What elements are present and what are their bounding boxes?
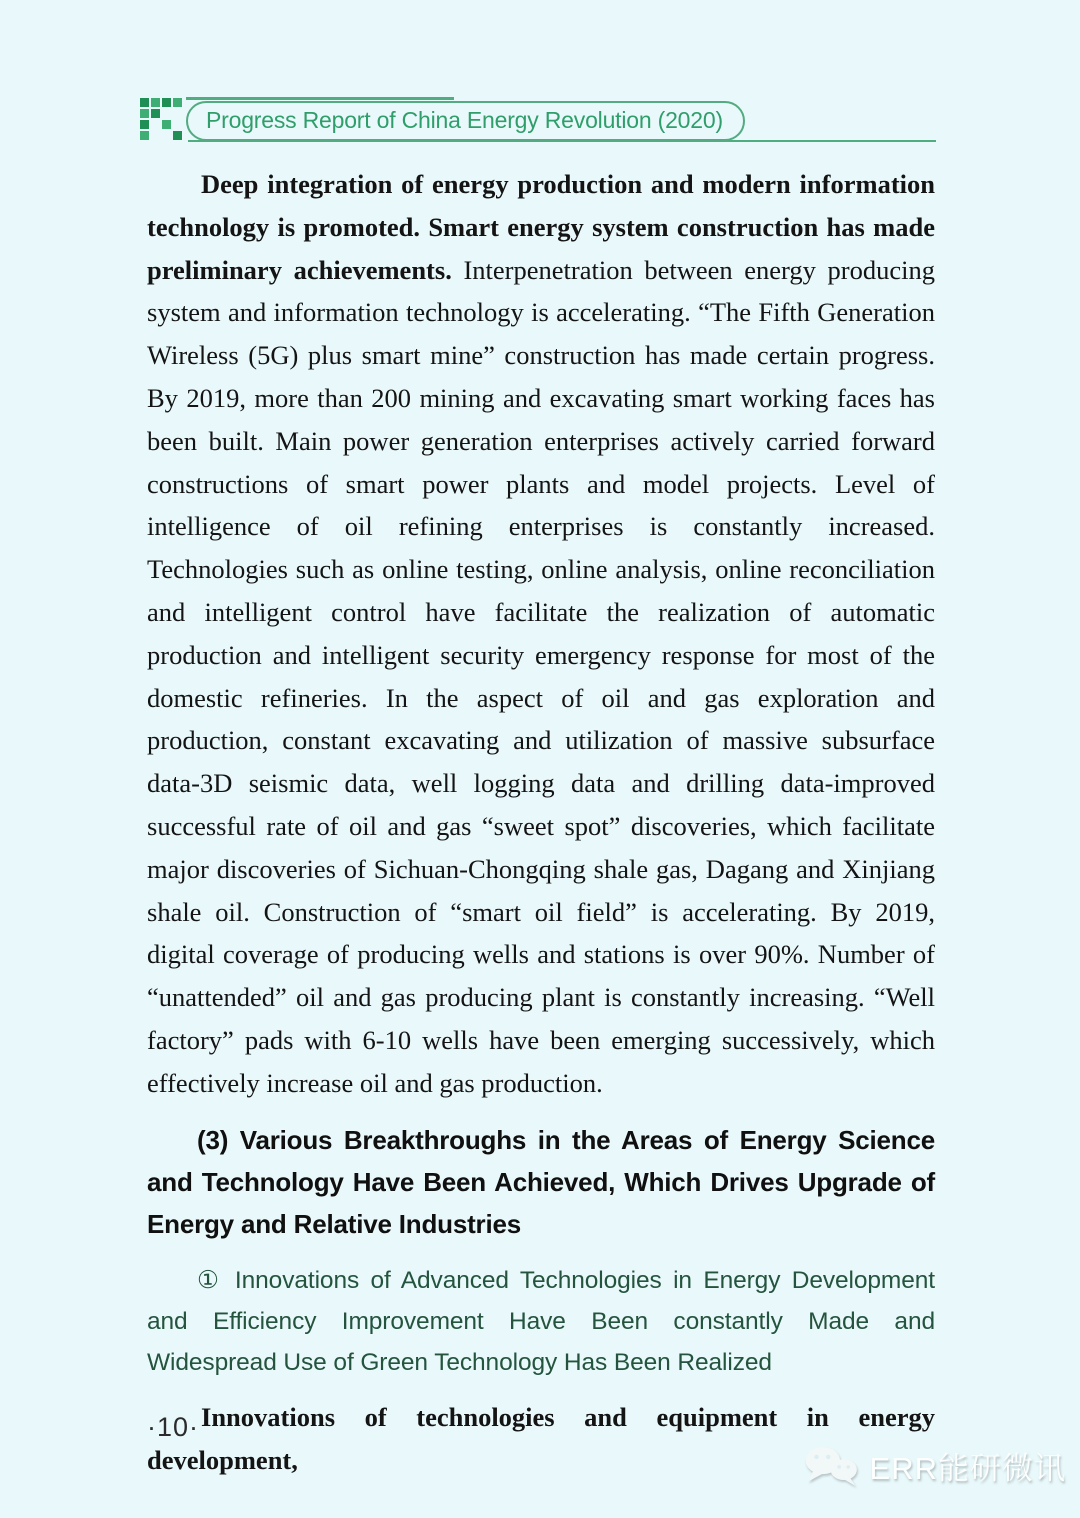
- header-accent-line-top: [186, 97, 454, 100]
- next-paragraph-lead: Innovations of technologies and equipment in energy development,: [147, 1401, 935, 1475]
- section-heading: (3) Various Breakthroughs in the Areas of Energy Science and Technology Have Been Achieved, Which Drives Upgrade of Energy and Relative Industries: [147, 1124, 935, 1239]
- watermark: [802, 1443, 1066, 1488]
- paragraph-body-text: Interpenetration between energy producing system and information technology is accelerating. “The Fifth Generation Wireless (5G) plus smart mine” construction has made certain progress. By 2019, more than 200 mining and excavating smart working faces has been built. Main power generation enterprises actively carried forward constructions of smart power plants and model projects. Level of intelligence of oil refining enterprises is constantly increased. Technologies such as online testing, online analysis, online reconciliation and intelligent control have facilitate the realization of automatic production and intelligent security emergency response for most of the domestic refineries. In the aspect of oil and gas exploration and production, constant excavating and utilization of massive subsurface data-3D seismic data, well logging data and drilling data-improved successful rate of oil and gas “sweet spot” discoveries, which facilitate major discoveries of Sichuan-Chongqing shale gas, Dagang and Xinjiang shale oil. Construction of “smart oil field” is accelerating. By 2019, digital coverage of producing wells and stations is over 90%. Number of “unattended” oil and gas producing plant is constantly increasing. “Well factory” pads with 6-10 wells have been emerging successively, which effectively increase oil and gas production.: [147, 254, 936, 1098]
- pixel-grid-logo-icon: [140, 98, 180, 142]
- page-content: [147, 163, 935, 1482]
- page-header: [140, 94, 940, 148]
- paragraph-lead-bold: Deep integration of energy production and modern information technology is promoted. Smart energy system construction has made preliminary achievements.: [147, 169, 935, 285]
- subsection-heading: ① Innovations of Advanced Technologies in Energy Development and Efficiency Improvement Have Been constantly Made and Widespread Use of Green Technology Has Been Realized: [147, 1266, 935, 1376]
- paragraph-smart-energy: [147, 163, 935, 1105]
- watermark-text: ERR能研微讯: [869, 1451, 1066, 1486]
- page-number: ·10·: [147, 1412, 200, 1442]
- wechat-icon: [802, 1444, 860, 1488]
- report-title: Progress Report of China Energy Revolution (2020): [186, 101, 745, 141]
